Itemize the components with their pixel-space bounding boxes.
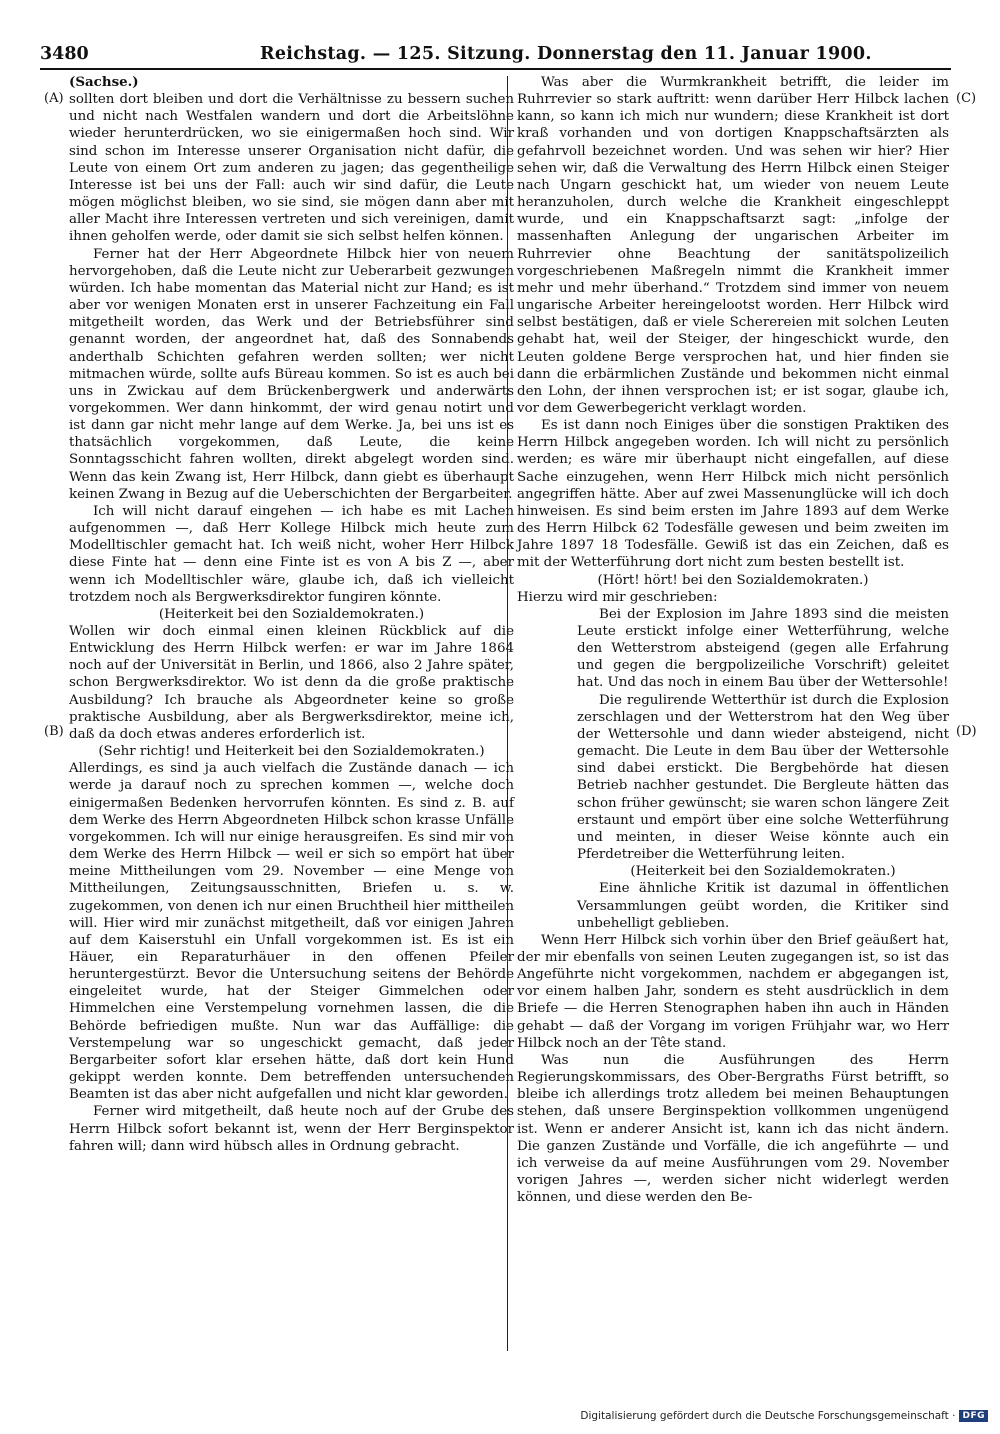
quoted-paragraph: Eine ähnliche Kritik ist dazumal in öffentlichen Versammlungen geübt worden, die Kritiker sind unbehelligt geblieben. [577, 881, 949, 931]
interjection: (Heiterkeit bei den Sozialdemokraten.) [158, 606, 425, 622]
margin-marker-d: (D) [956, 724, 977, 739]
speaker-label: (Sachse.) [69, 74, 139, 90]
paragraph: Allerdings, es sind ja auch vielfach die Zustände danach — ich werde ja darauf noch zu sprechen kommen —, welche doch einigermaßen Bedenken hervorrufen könnten. Es sind z. B. auf dem Werke des Herrn Abgeordneten Hilbck schon krasse Unfälle vorgekommen. Ich will nur einige herausgreifen. Es sind mir von dem Werke des Herrn Hilbck — weil er sich so empört hat über meine Mittheilungen vom 29. November — eine Menge von Mittheilungen, Zeitungsausschnitten, Briefen u. s. w. zugekommen, von denen ich nur einen Bruchtheil hier mittheilen will. Hier wird mir zunächst mitgetheilt, daß vor einigen Jahren auf dem Kaiserstuhl ein Unfall vorgekommen ist. Es ist ein Häuer, ein Reparaturhäuer in den offenen Pfeiler heruntergestürzt. Bevor die Untersuchung seitens der Behörde eingeleitet wurde, hat der Steiger Gimmelchen oder Himmelchen eine Verstempelung vornehmen lassen, die die Behörde befriedigen mußte. Nun war das Auffällige: die Verstempelung war so ungeschickt gemacht, daß jeder Bergarbeiter sofort klar ersehen hätte, daß dort kein Hund gekippt werden konnte. Dem betreffenden untersuchenden Beamten ist das aber nicht aufgefallen und nicht klar geworden. [69, 761, 514, 1103]
interjection: (Heiterkeit bei den Sozialdemokraten.) [630, 864, 896, 880]
margin-marker-c: (C) [956, 91, 977, 106]
digitization-credit [580, 1410, 988, 1422]
paragraph: Ferner hat der Herr Abgeordnete Hilbck hier von neuem hervorgehoben, daß die Leute nicht zur Ueberarbeit gezwungen würden. Ich habe momentan das Material nicht zur Hand; es ist aber vor wenigen Monaten erst in unserer Fachzeitung ein Fall mitgetheilt worden, das Werk und der Betriebsführer sind genannt worden, der angeordnet hat, daß des Sonnabends anderthalb Schichten gefahren werden sollten; wer nicht mitmachen würde, sollte aufs Büreau kommen. So ist es auch bei uns in Zwickau auf dem Brückenbergwerk und anderwärts vorgekommen. Wer dann hinkommt, der wird genau notirt und ist dann gar nicht mehr lange auf dem Werke. Ja, bei uns ist es thatsächlich vorgekommen, daß Leute, die keine Sonntagsschicht fahren wollten, direkt abgelegt worden sind. Wenn das kein Zwang ist, Herr Hilbck, dann giebt es überhaupt keinen Zwang in Bezug auf die Ueberschichten der Bergarbeiter. [69, 246, 514, 502]
paragraph: Was aber die Wurmkrankheit betrifft, die leider im Ruhrrevier so stark auftritt: wenn darüber Herr Hilbck lachen kann, so kann ich mich nur wundern; diese Krankheit ist dort kraß vorhanden und von dortigen Knappschaftsärzten als gefahrvoll bezeichnet worden. Und was sehen wir hier? Hier sehen wir, daß die Verwaltung des Herrn Hilbck einen Steiger nach Ungarn geschickt hat, um wieder von neuem Leute heranzuholen, durch welche die Krankheit eingeschleppt wurde, und ein Knappschaftsarzt sagt: „infolge der massenhaften Anlegung der ungarischen Arbeiter im Ruhrrevier ohne Beachtung der sanitätspolizeilich vorgeschriebenen Maßregeln nimmt die Krankheit immer mehr und mehr überhand.“ Trotzdem sind immer von neuem ungarische Arbeiter hereingelootst worden. Herr Hilbck wird selbst bestätigen, daß er viele Scherereien mit solchen Leuten gehabt hat, weil der Steiger, der hingeschickt wurde, den Leuten goldene Berge versprochen hat, und hier finden sie dann die erbärmlichen Zustände und bekommen nicht einmal den Lohn, der ihnen versprochen ist; er ist sogar, glaube ich, vor dem Gewerbegericht verklagt worden. [517, 75, 949, 416]
margin-marker-b: (B) [44, 724, 64, 739]
interjection: (Sehr richtig! und Heiterkeit bei den Sozialdemokraten.) [98, 744, 485, 760]
paragraph: Hierzu wird mir geschrieben: [517, 589, 718, 605]
paragraph: Wollen wir doch einmal einen kleinen Rückblick auf die Entwicklung des Herrn Hilbck werfen: er war im Jahre 1864 noch auf der Universität in Berlin, und 1866, also 2 Jahre später, schon Bergwerksdirektor. Wo ist denn da die große praktische Ausbildung? Ich brauche als Abgeordneter keine so große praktische Ausbildung, aber als Bergwerksdirektor, meine ich, daß da doch etwas anderes erforderlich ist. [69, 624, 514, 742]
paragraph: Was nun die Ausführungen des Herrn Regierungskommissars, des Ober-Bergraths Fürst betrifft, so bleibe ich allerdings trotz alledem bei meinen Behauptungen stehen, daß unsere Berginspektion vollkommen ungenügend ist. Wenn er anderer Ansicht ist, kann ich das nicht ändern. Die ganzen Zustände und Vorfälle, die ich angeführte — und ich verweise da auf meine Ausführungen vom 29. November vorigen Jahres —, werden sicher nicht widerlegt werden können, und diese werden den Be- [517, 1052, 949, 1206]
interjection: (Hört! hört! bei den Sozialdemokraten.) [597, 572, 869, 588]
paragraph: sollten dort bleiben und dort die Verhältnisse zu bessern suchen und nicht nach Westfalen wandern und dort die Arbeitslöhne wieder herunterdrücken, wo sie einigermaßen hoch sind. Wir sind schon im Interesse unserer Organisation nicht dafür, die Leute von einem Ort zum anderen zu jagen; das gegentheilige Interesse ist bei uns der Fall: auch wir sind dafür, die Leute mögen möglichst bleiben, wo sie sind, sie mögen dann aber mit aller Macht ihre Interessen vertreten und sich vereinigen, damit ihnen geholfen werde, oder damit sie sich selbst helfen können. [69, 92, 514, 245]
paragraph: Es ist dann noch Einiges über die sonstigen Praktiken des Herrn Hilbck angegeben worden. Ich will nicht zu persönlich werden; es wäre mir überhaupt nicht eingefallen, auf diese Sache einzugehen, wenn Herr Hilbck mich nicht persönlich angegriffen hätte. Aber auf zwei Massenunglücke will ich doch hinweisen. Es sind beim ersten im Jahre 1893 auf dem Werke des Herrn Hilbck 62 Todesfälle gewesen und beim zweiten im Jahre 1897 18 Todesfälle. Gewiß ist das ein Zeichen, daß es mit der Wetterführung dort nicht zum besten bestellt ist. [517, 418, 949, 571]
header-rule [40, 68, 951, 70]
running-head: Reichstag. — 125. Sitzung. Donnerstag den 11. Januar 1900. [260, 44, 872, 64]
left-column [69, 74, 514, 1155]
credit-text: Digitalisierung gefördert durch die Deutsche Forschungsgemeinschaft · [580, 1410, 956, 1422]
quoted-paragraph: Die regulirende Wetterthür ist durch die Explosion zerschlagen und der Wetterstrom hat den Weg über der Wettersohle und dann wieder absteigend, nicht gemacht. Die Leute in dem Bau über der Wettersohle sind dabei erstickt. Die Bergbehörde hat diesen Betrieb nachher gestundet. Die Bergleute hätten das schon früher gewünscht; sie waren schon längere Zeit erstaunt und empört über eine solche Wetterführung und meinten, in dieser Weise könnte auch ein Pferdetreiber die Wetterführung leiten. [577, 692, 949, 863]
paragraph: Ferner wird mitgetheilt, daß heute noch auf der Grube des Herrn Hilbck sofort bekannt ist, wenn der Herr Berginspektor fahren will; dann wird hübsch alles in Ordnung gebracht. [69, 1104, 514, 1154]
margin-marker-a: (A) [44, 91, 64, 106]
right-column [517, 74, 949, 1206]
dfg-logo: DFG [959, 1410, 988, 1422]
quoted-paragraph: Bei der Explosion im Jahre 1893 sind die meisten Leute erstickt infolge einer Wetterführung, welche den Wetterstrom absteigend (gegen alle Erfahrung und gegen die bergpolizeiliche Vorschrift) geleitet hat. Und das noch in einem Bau über der Wettersohle! [577, 606, 949, 691]
page-number: 3480 [40, 44, 89, 64]
page-header [40, 44, 950, 70]
paragraph: Ich will nicht darauf eingehen — ich habe es mit Lachen aufgenommen —, daß Herr Kollege Hilbck mich heute zum Modelltischler gemacht hat. Ich weiß nicht, woher Herr Hilbck diese Finte hat — denn eine Finte ist es von A bis Z —, aber wenn ich Modelltischler wäre, glaube ich, daß ich vielleicht trotzdem noch als Bergwerksdirektor fungiren könnte. [69, 503, 514, 605]
paragraph: Wenn Herr Hilbck sich vorhin über den Brief geäußert hat, der mir ebenfalls von seinen Leuten zugegangen ist, so ist das Angeführte nicht vorgekommen, nachdem er abgegangen ist, vor einem halben Jahr, sondern es steht ausdrücklich in dem Briefe — die Herren Stenographen haben ihn auch in Händen gehabt — daß der Vorgang im vorigen Frühjahr war, wo Herr Hilbck noch an der Tête stand. [517, 932, 949, 1051]
